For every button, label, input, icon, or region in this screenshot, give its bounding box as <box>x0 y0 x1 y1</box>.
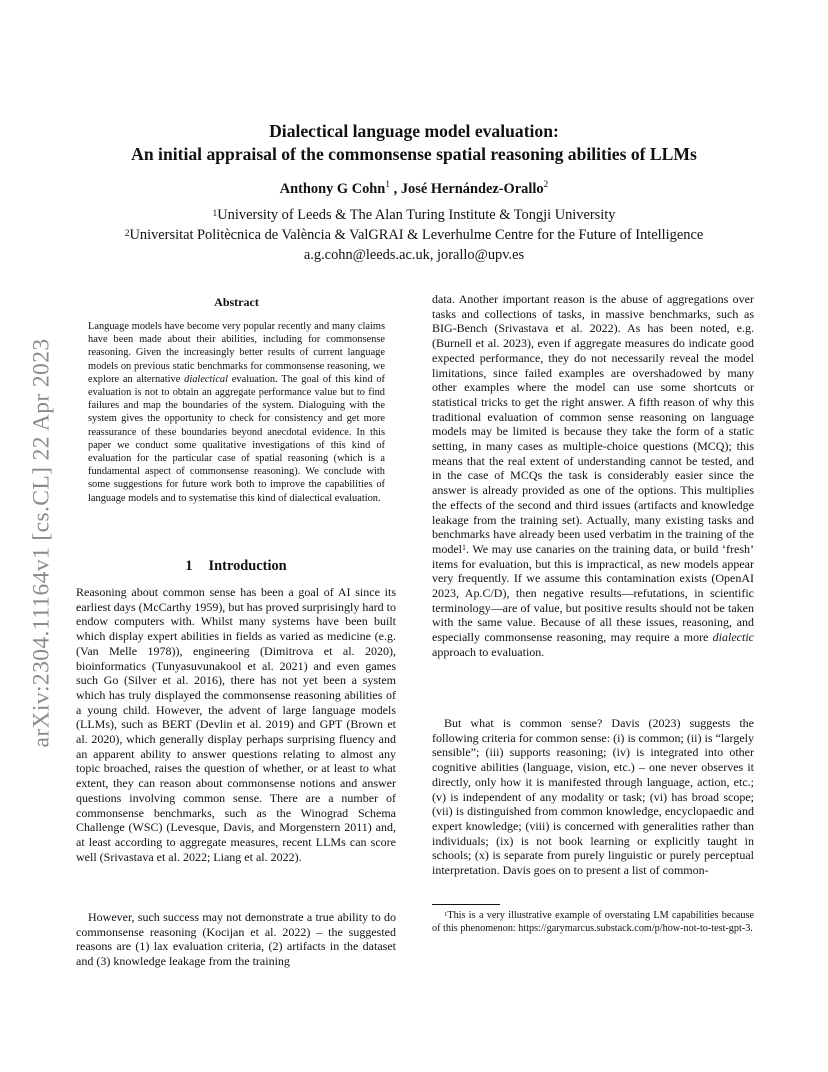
intro-paragraph-2: However, such success may not demonstrate a true ability to do commonsense reasoning (Kocijan et al. 2022) – the suggested reasons are (1) lax evaluation criteria, (2) artifacts in the dataset and (3) knowledge leakage from the training <box>76 910 396 969</box>
footnote-reference-mark: 1 <box>462 542 466 552</box>
arxiv-stamp <box>22 288 62 798</box>
author-2-affiliation-mark: 2 <box>543 179 549 190</box>
affiliation-2 <box>80 225 748 245</box>
author-1-affiliation-mark: 1 <box>385 179 391 190</box>
abstract-text-1: Language models have become very popular recently and many claims have been made about their abilities, including for commonsense reasoning. Given the increasingly better results of current language models on previous static benchmarks for commonsense reasoning, we explore an alternative <box>88 321 385 385</box>
footnote-mark: 1 <box>444 911 448 918</box>
footnote-text: This is a very illustrative example of overstating LM capabilities because of this phenomenon: https://garymarcus.substack.com/p/how-not-to-test-gpt-3. <box>432 910 754 934</box>
author-2: José Hernández-Orallo <box>400 181 544 197</box>
footnote <box>432 910 754 936</box>
abstract-heading: Abstract <box>214 295 259 309</box>
paper-title <box>80 120 748 166</box>
authors <box>80 181 748 198</box>
affiliation-2-text: Universitat Politècnica de València & ValGRAI & Leverhulme Centre for the Future of Intelligence <box>129 227 704 243</box>
arxiv-stamp-text: arXiv:2304.11164v1 [cs.CL] 22 Apr 2023 <box>28 338 55 748</box>
affiliation-1-mark: 1 <box>212 208 218 219</box>
right-para-1-emphasis: dialectic <box>712 630 754 645</box>
right-column-paragraph-1 <box>432 292 754 660</box>
author-emails: a.g.cohn@leeds.ac.uk, jorallo@upv.es <box>303 247 525 263</box>
footnote-divider <box>432 904 500 905</box>
right-column-paragraph-2: But what is common sense? Davis (2023) suggests the following criteria for common sense: (i) is common; (ii) is “largely sensible”; (iii) supports reasoning; (iv) is integrated into other cognitive abilities (language, vision, etc.) – one never observes it directly, only how it is manifested through language, action, etc.; (v) is independent of any modality or task; (vi) has broad scope; (vii) is distinguished from common knowledge, encyclopaedic and expert knowledge; (viii) is concerned with generalities rather than individuals; (ix) is not book learning or explicitly taught in schools; (x) is separate from purely linguistic or purely perceptual interpretation. Davis goes on to present a list of common- <box>432 716 754 878</box>
abstract-text-2: evaluation. The goal of this kind of evaluation is not to obtain an aggregate performance value but to find failures and map the boundaries of the system. Dialoguing with the system gives the opportunity to check for consistency and get more reassurance of these boundaries beyond anecdotal evidence. In this paper we conduct some qualitative investigations of this kind of evaluation for the particular case of spatial reasoning (which is a fundamental aspect of commonsense reasoning). We conclude with some suggestions for future work both to improve the capabilities of language models and to systematise this kind of dialectical evaluation. <box>88 373 385 504</box>
affiliation-1-text: University of Leeds & The Alan Turing Institute & Tongji University <box>217 207 616 223</box>
right-para-1-text-1: data. Another important reason is the abuse of aggregations over tasks and collections of tasks, in massive benchmarks, such as BIG-Bench (Srivastava et al. 2022). As has been noted, e.g. (Burnell et al. 2023), even if aggregate measures do indicate good expected performance, they do not necessarily reveal the model limitations, since failed examples are overshadowed by many other examples where the model can use some shortcuts or statistical tricks to get the right answer. A fifth reason of why this traditional evaluation of common sense reasoning on language models may be limited is because they take the form of a static setting, in many cases as multiple-choice questions (MCQ); this means that the real extent of understanding cannot be tested, and in the case of MCQs the task is considerably easier since the answer is already provided as one of the options. This multiplies the effects of the second and third issues (artifacts and knowledge leakage from the training set). Actually, many existing tasks and benchmarks have already been used verbatim in the training of the model <box>432 292 754 556</box>
author-1: Anthony G Cohn <box>279 181 386 197</box>
right-para-1-text-3: approach to evaluation. <box>432 644 545 659</box>
abstract-emphasis: dialectical <box>184 373 229 385</box>
title-line-2: An initial appraisal of the commonsense spatial reasoning abilities of LLMs <box>131 144 697 164</box>
abstract-body <box>88 320 385 505</box>
affiliation-1 <box>80 205 748 225</box>
intro-paragraph-1: Reasoning about common sense has been a goal of AI since its earliest days (McCarthy 1959), but has proved surprisingly hard to endow computers with. Whilst many systems have been built which display expert abilities in fields as varied as medicine (e.g. (Van Melle 1978)), engineering (Dimitrova et al. 2020), bioinformatics (Tunyasuvunakool et al. 2021) and even games such Go (Silver et al. 2016), there has not yet been a system which has truly displayed the commonsense reasoning abilities of a young child. However, the advent of large language models (LLMs), such as BERT (Devlin et al. 2019) and GPT (Brown et al. 2020), which generally display perhaps surprising fluency and an apparent ability to answer questions relating to almost any topic broached, raises the question of whether, or at least to what extent, they can reason about commonsense notions and answer questions involving common sense. There are a number of commonsense benchmarks, such as the Winograd Schema Challenge (WSC) (Levesque, Davis, and Morgenstern 2011) and, at least according to aggregate measures, recent LLMs can score well (Srivastava et al. 2022; Liang et al. 2022). <box>76 585 396 864</box>
affiliation-2-mark: 2 <box>124 228 130 239</box>
author-separator: , <box>390 181 401 197</box>
section-title: Introduction <box>208 558 287 574</box>
section-number: 1 <box>185 558 193 574</box>
section-heading-introduction <box>76 558 396 575</box>
title-line-1: Dialectical language model evaluation: <box>269 121 559 141</box>
right-para-1-text-2: . We may use canaries on the training data, or build ‘fresh’ items for evaluation, but this is impractical, as new models appear very frequently. If we assume this contamination exists (OpenAI 2023, Ap.C/D), then negative results—refutations, in scientific terminology—are of value, but positive results should not be taken with the same value. Because of all these issues, reasoning, and especially commonsense reasoning, may require a more <box>432 541 754 645</box>
